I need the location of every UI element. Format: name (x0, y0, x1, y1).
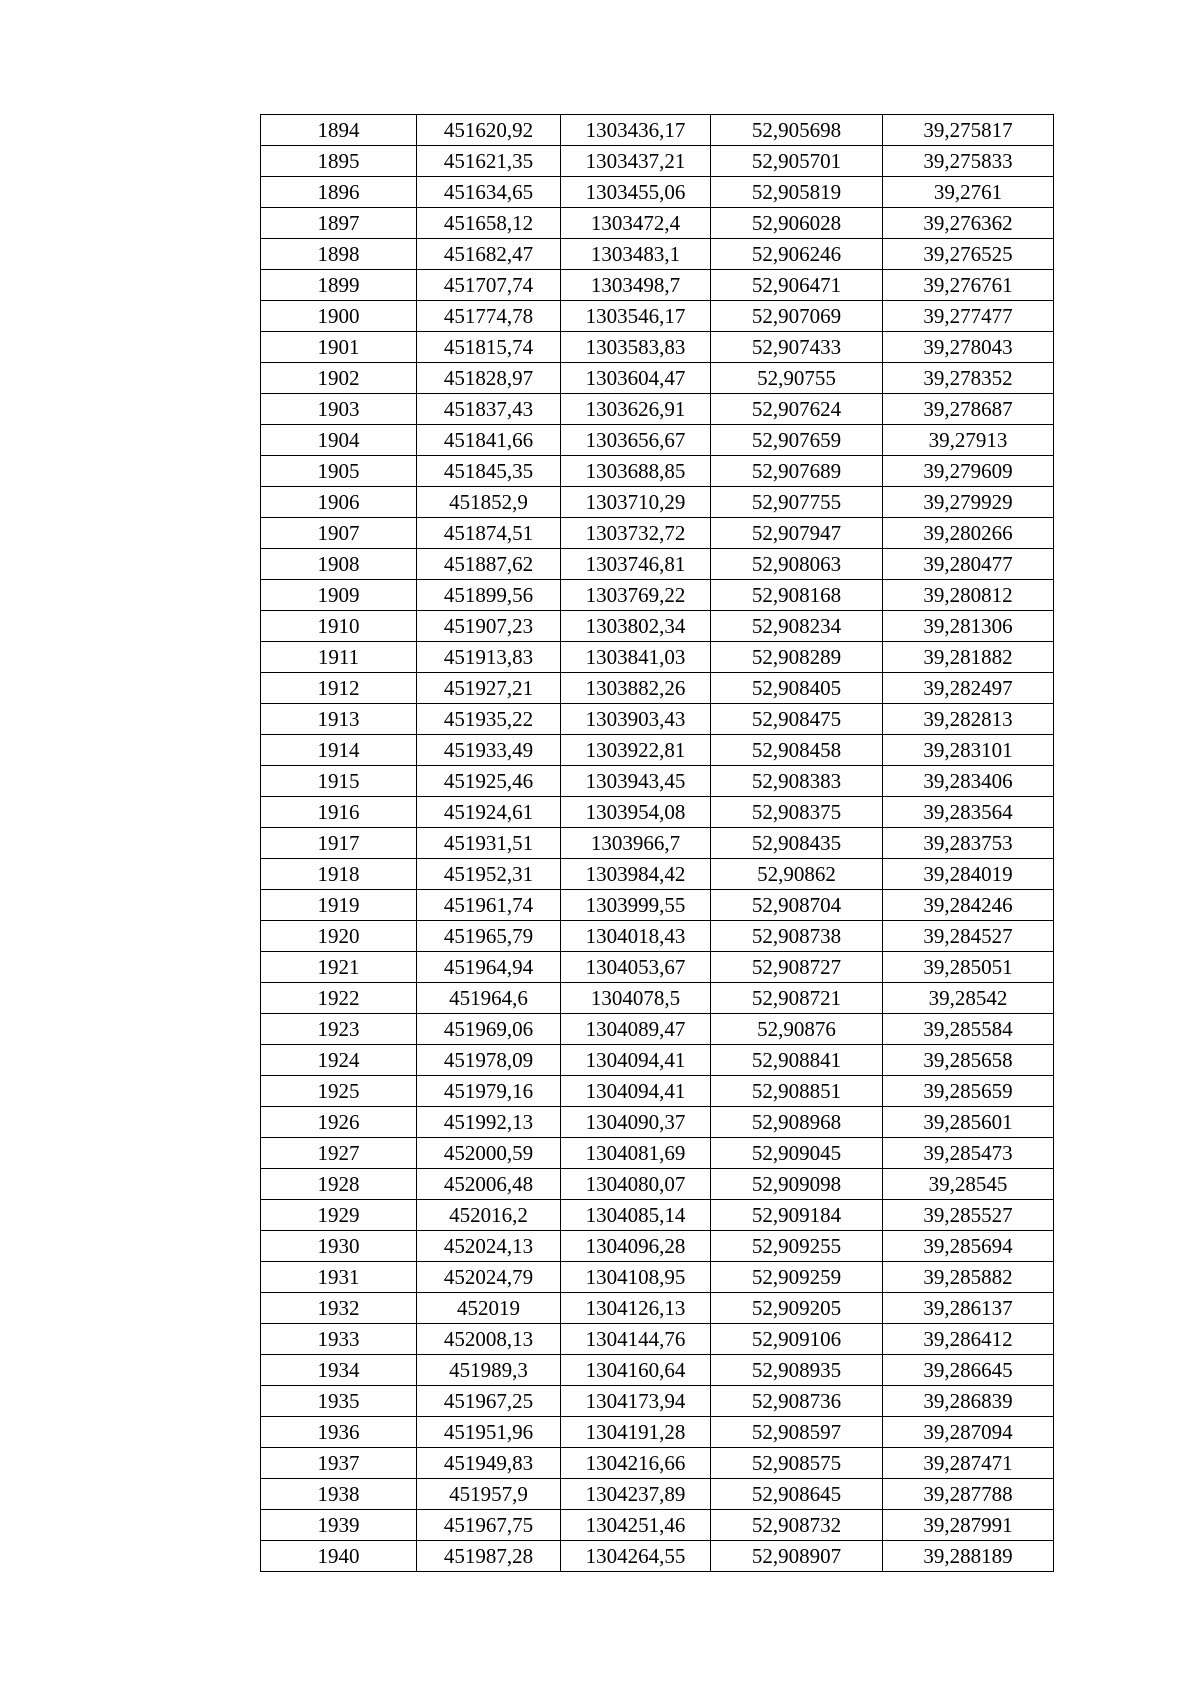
latitude-cell: 52,908458 (711, 735, 883, 766)
x-coordinate-cell: 451992,13 (417, 1107, 561, 1138)
table-row (261, 146, 1054, 177)
y-coordinate-cell: 1303922,81 (561, 735, 711, 766)
latitude-cell: 52,905698 (711, 115, 883, 146)
table-row (261, 766, 1054, 797)
latitude-cell: 52,907659 (711, 425, 883, 456)
y-coordinate-cell: 1304078,5 (561, 983, 711, 1014)
x-coordinate-cell: 451961,74 (417, 890, 561, 921)
point-number-cell: 1922 (261, 983, 417, 1014)
x-coordinate-cell: 451931,51 (417, 828, 561, 859)
table-row (261, 859, 1054, 890)
x-coordinate-cell: 452006,48 (417, 1169, 561, 1200)
point-number-cell: 1938 (261, 1479, 417, 1510)
table-row (261, 1076, 1054, 1107)
latitude-cell: 52,908063 (711, 549, 883, 580)
longitude-cell: 39,279609 (883, 456, 1054, 487)
point-number-cell: 1926 (261, 1107, 417, 1138)
y-coordinate-cell: 1303769,22 (561, 580, 711, 611)
latitude-cell: 52,908738 (711, 921, 883, 952)
x-coordinate-cell: 451933,49 (417, 735, 561, 766)
x-coordinate-cell: 451682,47 (417, 239, 561, 270)
y-coordinate-cell: 1304053,67 (561, 952, 711, 983)
latitude-cell: 52,907069 (711, 301, 883, 332)
y-coordinate-cell: 1304160,64 (561, 1355, 711, 1386)
latitude-cell: 52,908851 (711, 1076, 883, 1107)
y-coordinate-cell: 1303841,03 (561, 642, 711, 673)
x-coordinate-cell: 452000,59 (417, 1138, 561, 1169)
point-number-cell: 1919 (261, 890, 417, 921)
latitude-cell: 52,906246 (711, 239, 883, 270)
y-coordinate-cell: 1303472,4 (561, 208, 711, 239)
x-coordinate-cell: 451957,9 (417, 1479, 561, 1510)
longitude-cell: 39,286645 (883, 1355, 1054, 1386)
x-coordinate-cell: 451949,83 (417, 1448, 561, 1479)
longitude-cell: 39,276362 (883, 208, 1054, 239)
longitude-cell: 39,282497 (883, 673, 1054, 704)
point-number-cell: 1895 (261, 146, 417, 177)
x-coordinate-cell: 451913,83 (417, 642, 561, 673)
latitude-cell: 52,90755 (711, 363, 883, 394)
latitude-cell: 52,909098 (711, 1169, 883, 1200)
latitude-cell: 52,905819 (711, 177, 883, 208)
table-row (261, 611, 1054, 642)
x-coordinate-cell: 451978,09 (417, 1045, 561, 1076)
x-coordinate-cell: 451774,78 (417, 301, 561, 332)
y-coordinate-cell: 1303498,7 (561, 270, 711, 301)
x-coordinate-cell: 451621,35 (417, 146, 561, 177)
point-number-cell: 1907 (261, 518, 417, 549)
point-number-cell: 1923 (261, 1014, 417, 1045)
point-number-cell: 1933 (261, 1324, 417, 1355)
point-number-cell: 1903 (261, 394, 417, 425)
table-row (261, 704, 1054, 735)
longitude-cell: 39,285694 (883, 1231, 1054, 1262)
table-row (261, 1541, 1054, 1572)
table-row (261, 1355, 1054, 1386)
longitude-cell: 39,27913 (883, 425, 1054, 456)
longitude-cell: 39,283564 (883, 797, 1054, 828)
point-number-cell: 1932 (261, 1293, 417, 1324)
y-coordinate-cell: 1304173,94 (561, 1386, 711, 1417)
longitude-cell: 39,278687 (883, 394, 1054, 425)
longitude-cell: 39,278043 (883, 332, 1054, 363)
table-row (261, 177, 1054, 208)
point-number-cell: 1915 (261, 766, 417, 797)
longitude-cell: 39,278352 (883, 363, 1054, 394)
latitude-cell: 52,908597 (711, 1417, 883, 1448)
latitude-cell: 52,908435 (711, 828, 883, 859)
point-number-cell: 1929 (261, 1200, 417, 1231)
table-row (261, 456, 1054, 487)
table-row (261, 1138, 1054, 1169)
x-coordinate-cell: 451951,96 (417, 1417, 561, 1448)
y-coordinate-cell: 1303626,91 (561, 394, 711, 425)
table-row (261, 1386, 1054, 1417)
point-number-cell: 1927 (261, 1138, 417, 1169)
point-number-cell: 1930 (261, 1231, 417, 1262)
latitude-cell: 52,908168 (711, 580, 883, 611)
y-coordinate-cell: 1303437,21 (561, 146, 711, 177)
latitude-cell: 52,908968 (711, 1107, 883, 1138)
longitude-cell: 39,284527 (883, 921, 1054, 952)
x-coordinate-cell: 451841,66 (417, 425, 561, 456)
point-number-cell: 1939 (261, 1510, 417, 1541)
x-coordinate-cell: 451837,43 (417, 394, 561, 425)
y-coordinate-cell: 1303882,26 (561, 673, 711, 704)
latitude-cell: 52,908475 (711, 704, 883, 735)
point-number-cell: 1912 (261, 673, 417, 704)
longitude-cell: 39,285527 (883, 1200, 1054, 1231)
latitude-cell: 52,907624 (711, 394, 883, 425)
table-row (261, 828, 1054, 859)
longitude-cell: 39,286137 (883, 1293, 1054, 1324)
point-number-cell: 1909 (261, 580, 417, 611)
y-coordinate-cell: 1303999,55 (561, 890, 711, 921)
latitude-cell: 52,908704 (711, 890, 883, 921)
point-number-cell: 1936 (261, 1417, 417, 1448)
longitude-cell: 39,276761 (883, 270, 1054, 301)
y-coordinate-cell: 1304237,89 (561, 1479, 711, 1510)
table-row (261, 1200, 1054, 1231)
table-row (261, 1169, 1054, 1200)
latitude-cell: 52,908736 (711, 1386, 883, 1417)
latitude-cell: 52,909205 (711, 1293, 883, 1324)
x-coordinate-cell: 451969,06 (417, 1014, 561, 1045)
point-number-cell: 1904 (261, 425, 417, 456)
longitude-cell: 39,287788 (883, 1479, 1054, 1510)
point-number-cell: 1914 (261, 735, 417, 766)
x-coordinate-cell: 452024,79 (417, 1262, 561, 1293)
latitude-cell: 52,909255 (711, 1231, 883, 1262)
longitude-cell: 39,2761 (883, 177, 1054, 208)
x-coordinate-cell: 451887,62 (417, 549, 561, 580)
longitude-cell: 39,28542 (883, 983, 1054, 1014)
y-coordinate-cell: 1304191,28 (561, 1417, 711, 1448)
table-row (261, 487, 1054, 518)
longitude-cell: 39,280477 (883, 549, 1054, 580)
x-coordinate-cell: 451658,12 (417, 208, 561, 239)
longitude-cell: 39,281882 (883, 642, 1054, 673)
x-coordinate-cell: 451989,3 (417, 1355, 561, 1386)
table-row (261, 1417, 1054, 1448)
coordinates-table (260, 114, 1054, 1572)
latitude-cell: 52,907755 (711, 487, 883, 518)
y-coordinate-cell: 1303802,34 (561, 611, 711, 642)
point-number-cell: 1917 (261, 828, 417, 859)
y-coordinate-cell: 1303546,17 (561, 301, 711, 332)
longitude-cell: 39,284246 (883, 890, 1054, 921)
longitude-cell: 39,288189 (883, 1541, 1054, 1572)
longitude-cell: 39,279929 (883, 487, 1054, 518)
table-row (261, 921, 1054, 952)
table-row (261, 425, 1054, 456)
latitude-cell: 52,905701 (711, 146, 883, 177)
latitude-cell: 52,909184 (711, 1200, 883, 1231)
x-coordinate-cell: 451964,94 (417, 952, 561, 983)
x-coordinate-cell: 451874,51 (417, 518, 561, 549)
point-number-cell: 1899 (261, 270, 417, 301)
table-row (261, 549, 1054, 580)
latitude-cell: 52,908841 (711, 1045, 883, 1076)
y-coordinate-cell: 1304090,37 (561, 1107, 711, 1138)
point-number-cell: 1924 (261, 1045, 417, 1076)
y-coordinate-cell: 1304144,76 (561, 1324, 711, 1355)
table-row (261, 1107, 1054, 1138)
y-coordinate-cell: 1303656,67 (561, 425, 711, 456)
x-coordinate-cell: 451935,22 (417, 704, 561, 735)
y-coordinate-cell: 1303483,1 (561, 239, 711, 270)
y-coordinate-cell: 1303436,17 (561, 115, 711, 146)
x-coordinate-cell: 451707,74 (417, 270, 561, 301)
latitude-cell: 52,906471 (711, 270, 883, 301)
x-coordinate-cell: 452016,2 (417, 1200, 561, 1231)
table-row (261, 797, 1054, 828)
y-coordinate-cell: 1304126,13 (561, 1293, 711, 1324)
x-coordinate-cell: 451967,75 (417, 1510, 561, 1541)
x-coordinate-cell: 451979,16 (417, 1076, 561, 1107)
point-number-cell: 1901 (261, 332, 417, 363)
longitude-cell: 39,287094 (883, 1417, 1054, 1448)
longitude-cell: 39,287471 (883, 1448, 1054, 1479)
longitude-cell: 39,283753 (883, 828, 1054, 859)
table-row (261, 239, 1054, 270)
y-coordinate-cell: 1304216,66 (561, 1448, 711, 1479)
latitude-cell: 52,907689 (711, 456, 883, 487)
latitude-cell: 52,909045 (711, 1138, 883, 1169)
table-row (261, 952, 1054, 983)
y-coordinate-cell: 1304081,69 (561, 1138, 711, 1169)
x-coordinate-cell: 451828,97 (417, 363, 561, 394)
y-coordinate-cell: 1304108,95 (561, 1262, 711, 1293)
point-number-cell: 1925 (261, 1076, 417, 1107)
longitude-cell: 39,285584 (883, 1014, 1054, 1045)
table-row (261, 1014, 1054, 1045)
point-number-cell: 1908 (261, 549, 417, 580)
x-coordinate-cell: 451967,25 (417, 1386, 561, 1417)
latitude-cell: 52,908375 (711, 797, 883, 828)
y-coordinate-cell: 1303583,83 (561, 332, 711, 363)
x-coordinate-cell: 451964,6 (417, 983, 561, 1014)
point-number-cell: 1896 (261, 177, 417, 208)
table-row (261, 1448, 1054, 1479)
latitude-cell: 52,909259 (711, 1262, 883, 1293)
x-coordinate-cell: 451952,31 (417, 859, 561, 890)
table-row (261, 1231, 1054, 1262)
point-number-cell: 1911 (261, 642, 417, 673)
latitude-cell: 52,908645 (711, 1479, 883, 1510)
longitude-cell: 39,283406 (883, 766, 1054, 797)
point-number-cell: 1920 (261, 921, 417, 952)
y-coordinate-cell: 1303710,29 (561, 487, 711, 518)
x-coordinate-cell: 451845,35 (417, 456, 561, 487)
x-coordinate-cell: 451907,23 (417, 611, 561, 642)
table-row (261, 1293, 1054, 1324)
longitude-cell: 39,280266 (883, 518, 1054, 549)
table-row (261, 580, 1054, 611)
point-number-cell: 1906 (261, 487, 417, 518)
point-number-cell: 1894 (261, 115, 417, 146)
y-coordinate-cell: 1304085,14 (561, 1200, 711, 1231)
latitude-cell: 52,909106 (711, 1324, 883, 1355)
table-row (261, 363, 1054, 394)
latitude-cell: 52,908289 (711, 642, 883, 673)
y-coordinate-cell: 1303455,06 (561, 177, 711, 208)
y-coordinate-cell: 1304094,41 (561, 1076, 711, 1107)
y-coordinate-cell: 1303984,42 (561, 859, 711, 890)
x-coordinate-cell: 452008,13 (417, 1324, 561, 1355)
y-coordinate-cell: 1303903,43 (561, 704, 711, 735)
longitude-cell: 39,276525 (883, 239, 1054, 270)
point-number-cell: 1902 (261, 363, 417, 394)
point-number-cell: 1935 (261, 1386, 417, 1417)
table-row (261, 270, 1054, 301)
longitude-cell: 39,275817 (883, 115, 1054, 146)
point-number-cell: 1910 (261, 611, 417, 642)
table-row (261, 1045, 1054, 1076)
point-number-cell: 1928 (261, 1169, 417, 1200)
longitude-cell: 39,283101 (883, 735, 1054, 766)
longitude-cell: 39,287991 (883, 1510, 1054, 1541)
longitude-cell: 39,286412 (883, 1324, 1054, 1355)
longitude-cell: 39,285601 (883, 1107, 1054, 1138)
x-coordinate-cell: 451924,61 (417, 797, 561, 828)
latitude-cell: 52,90862 (711, 859, 883, 890)
point-number-cell: 1900 (261, 301, 417, 332)
longitude-cell: 39,28545 (883, 1169, 1054, 1200)
y-coordinate-cell: 1303688,85 (561, 456, 711, 487)
y-coordinate-cell: 1304264,55 (561, 1541, 711, 1572)
longitude-cell: 39,285659 (883, 1076, 1054, 1107)
table-row (261, 1510, 1054, 1541)
point-number-cell: 1931 (261, 1262, 417, 1293)
x-coordinate-cell: 451815,74 (417, 332, 561, 363)
table-row (261, 1262, 1054, 1293)
y-coordinate-cell: 1304251,46 (561, 1510, 711, 1541)
y-coordinate-cell: 1303746,81 (561, 549, 711, 580)
y-coordinate-cell: 1303954,08 (561, 797, 711, 828)
y-coordinate-cell: 1304018,43 (561, 921, 711, 952)
x-coordinate-cell: 451965,79 (417, 921, 561, 952)
latitude-cell: 52,907947 (711, 518, 883, 549)
table-row (261, 1324, 1054, 1355)
y-coordinate-cell: 1303604,47 (561, 363, 711, 394)
latitude-cell: 52,908575 (711, 1448, 883, 1479)
y-coordinate-cell: 1303966,7 (561, 828, 711, 859)
x-coordinate-cell: 452019 (417, 1293, 561, 1324)
y-coordinate-cell: 1304094,41 (561, 1045, 711, 1076)
longitude-cell: 39,275833 (883, 146, 1054, 177)
point-number-cell: 1897 (261, 208, 417, 239)
table-row (261, 208, 1054, 239)
longitude-cell: 39,285882 (883, 1262, 1054, 1293)
latitude-cell: 52,908732 (711, 1510, 883, 1541)
table-row (261, 673, 1054, 704)
latitude-cell: 52,906028 (711, 208, 883, 239)
point-number-cell: 1940 (261, 1541, 417, 1572)
x-coordinate-cell: 451927,21 (417, 673, 561, 704)
table-row (261, 1479, 1054, 1510)
table-row (261, 890, 1054, 921)
y-coordinate-cell: 1304096,28 (561, 1231, 711, 1262)
latitude-cell: 52,907433 (711, 332, 883, 363)
longitude-cell: 39,285051 (883, 952, 1054, 983)
point-number-cell: 1921 (261, 952, 417, 983)
latitude-cell: 52,908907 (711, 1541, 883, 1572)
table-row (261, 735, 1054, 766)
point-number-cell: 1937 (261, 1448, 417, 1479)
latitude-cell: 52,90876 (711, 1014, 883, 1045)
point-number-cell: 1918 (261, 859, 417, 890)
table-row (261, 983, 1054, 1014)
latitude-cell: 52,908727 (711, 952, 883, 983)
latitude-cell: 52,908935 (711, 1355, 883, 1386)
x-coordinate-cell: 451987,28 (417, 1541, 561, 1572)
longitude-cell: 39,277477 (883, 301, 1054, 332)
point-number-cell: 1913 (261, 704, 417, 735)
x-coordinate-cell: 451620,92 (417, 115, 561, 146)
table-row (261, 115, 1054, 146)
longitude-cell: 39,284019 (883, 859, 1054, 890)
table-row (261, 642, 1054, 673)
x-coordinate-cell: 451925,46 (417, 766, 561, 797)
longitude-cell: 39,286839 (883, 1386, 1054, 1417)
longitude-cell: 39,282813 (883, 704, 1054, 735)
y-coordinate-cell: 1304089,47 (561, 1014, 711, 1045)
y-coordinate-cell: 1303943,45 (561, 766, 711, 797)
y-coordinate-cell: 1303732,72 (561, 518, 711, 549)
point-number-cell: 1905 (261, 456, 417, 487)
longitude-cell: 39,285473 (883, 1138, 1054, 1169)
coordinates-table-body (261, 115, 1054, 1572)
longitude-cell: 39,280812 (883, 580, 1054, 611)
x-coordinate-cell: 451852,9 (417, 487, 561, 518)
y-coordinate-cell: 1304080,07 (561, 1169, 711, 1200)
latitude-cell: 52,908721 (711, 983, 883, 1014)
latitude-cell: 52,908234 (711, 611, 883, 642)
longitude-cell: 39,281306 (883, 611, 1054, 642)
longitude-cell: 39,285658 (883, 1045, 1054, 1076)
point-number-cell: 1898 (261, 239, 417, 270)
x-coordinate-cell: 452024,13 (417, 1231, 561, 1262)
table-row (261, 301, 1054, 332)
latitude-cell: 52,908383 (711, 766, 883, 797)
table-row (261, 518, 1054, 549)
point-number-cell: 1916 (261, 797, 417, 828)
point-number-cell: 1934 (261, 1355, 417, 1386)
table-row (261, 332, 1054, 363)
table-row (261, 394, 1054, 425)
x-coordinate-cell: 451899,56 (417, 580, 561, 611)
x-coordinate-cell: 451634,65 (417, 177, 561, 208)
latitude-cell: 52,908405 (711, 673, 883, 704)
